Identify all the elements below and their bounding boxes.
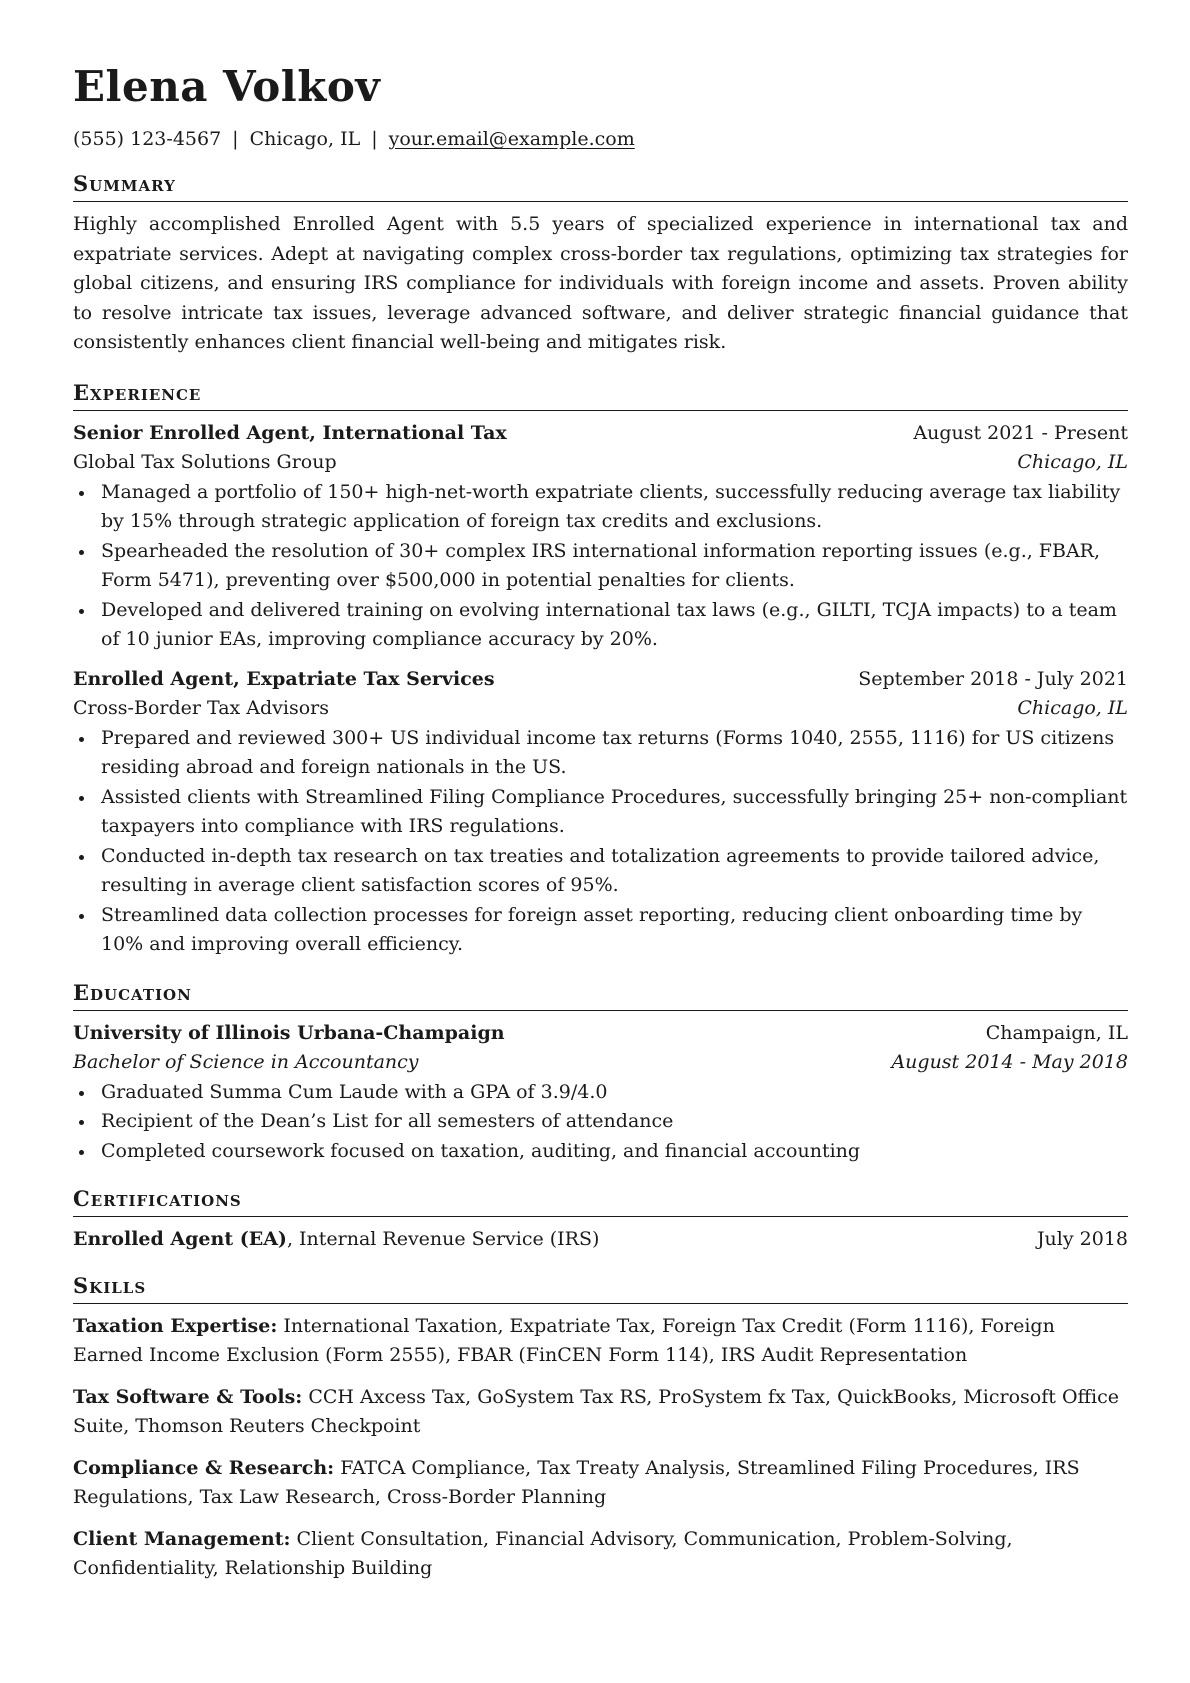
job-company: Global Tax Solutions Group bbox=[73, 451, 337, 473]
certification-entry bbox=[73, 1225, 1128, 1255]
job-bullet: Conducted in-depth tax research on tax treaties and totalization agreements to provide tailored advice, resulting in average client satisfaction scores of 95%. bbox=[73, 842, 1128, 901]
job-dates: August 2021 - Present bbox=[913, 421, 1128, 444]
skill-group-label: Client Management: bbox=[73, 1527, 291, 1550]
education-bullet: Graduated Summa Cum Laude with a GPA of 3.9/4.0 bbox=[73, 1078, 1128, 1108]
job-bullet: Assisted clients with Streamlined Filing Compliance Procedures, successfully bringing 25+ non-compliant taxpayers into compliance with IRS regulations. bbox=[73, 783, 1128, 842]
contact-line bbox=[73, 130, 1128, 149]
contact-email-link[interactable]: your.email@example.com bbox=[388, 128, 635, 150]
skill-group bbox=[73, 1454, 1128, 1513]
certification-name: Enrolled Agent (EA) bbox=[73, 1228, 287, 1250]
skill-group bbox=[73, 1312, 1128, 1371]
education-bullet: Completed coursework focused on taxation, auditing, and financial accounting bbox=[73, 1137, 1128, 1167]
job-subheader bbox=[73, 694, 1128, 724]
candidate-name: Elena Volkov bbox=[73, 62, 381, 111]
job-bullet: Managed a portfolio of 150+ high-net-worth expatriate clients, successfully reducing average tax liability by 15% through strategic application of foreign tax credits and exclusions. bbox=[73, 478, 1128, 537]
summary-text: Highly accomplished Enrolled Agent with 5.5 years of specialized experience in international tax and expatriate services. Adept at navigating complex cross-border tax regulations, optimizing tax strategies for global citizens, and ensuring IRS compliance for individuals with foreign income and assets. Proven ability to resolve intricate tax issues, leverage advanced software, and deliver strategic financial guidance that consistently enhances client financial well-being and mitigates risk. bbox=[73, 213, 1128, 353]
skill-group-items: FATCA Compliance, Tax Treaty Analysis, Streamlined Filing Procedures, IRS Regulations, Tax Law Research, Cross-Border Planning bbox=[73, 1456, 1080, 1508]
experience-heading: Experience bbox=[73, 382, 1128, 411]
skill-group-items: CCH Axcess Tax, GoSystem Tax RS, ProSystem fx Tax, QuickBooks, Microsoft Office Suite, Thomson Reuters Checkpoint bbox=[73, 1385, 1119, 1437]
education-bullet: Recipient of the Dean’s List for all semesters of attendance bbox=[73, 1107, 1128, 1137]
job-role: Enrolled Agent, Expatriate Tax Services bbox=[73, 667, 495, 690]
skill-group-label: Taxation Expertise: bbox=[73, 1314, 278, 1337]
job-location: Chicago, IL bbox=[1017, 451, 1128, 473]
education-header bbox=[73, 1019, 1128, 1049]
skill-group-items: International Taxation, Expatriate Tax, Foreign Tax Credit (Form 1116), Foreign Earned Income Exclusion (Form 2555), FBAR (FinCEN Form 114), IRS Audit Representation bbox=[73, 1314, 1055, 1366]
education-degree: Bachelor of Science in Accountancy bbox=[73, 1051, 419, 1073]
summary-heading: Summary bbox=[73, 173, 1128, 202]
job-company: Cross-Border Tax Advisors bbox=[73, 697, 329, 719]
contact-separator: | bbox=[371, 128, 378, 150]
job-entry bbox=[73, 419, 1128, 655]
job-subheader bbox=[73, 448, 1128, 478]
certification-text bbox=[73, 1225, 599, 1255]
certification-issuer: , Internal Revenue Service (IRS) bbox=[286, 1228, 600, 1250]
education-location: Champaign, IL bbox=[985, 1021, 1128, 1044]
skill-group-items: Client Consultation, Financial Advisory, Communication, Problem-Solving, Confidentiality, Relationship Building bbox=[73, 1527, 1013, 1579]
job-bullet: Spearheaded the resolution of 30+ complex IRS international information reporting issues (e.g., FBAR, Form 5471), preventing over $500,000 in potential penalties for clients. bbox=[73, 537, 1128, 596]
education-dates: August 2014 - May 2018 bbox=[891, 1051, 1128, 1073]
certifications-heading: Certifications bbox=[73, 1188, 1128, 1217]
skill-group-label: Tax Software & Tools: bbox=[73, 1385, 303, 1408]
education-entry bbox=[73, 1019, 1128, 1167]
skill-group bbox=[73, 1525, 1128, 1584]
skill-group-label: Compliance & Research: bbox=[73, 1456, 335, 1479]
education-school: University of Illinois Urbana-Champaign bbox=[73, 1021, 505, 1044]
education-subheader bbox=[73, 1048, 1128, 1078]
education-heading: Education bbox=[73, 982, 1128, 1011]
contact-location: Chicago, IL bbox=[249, 128, 361, 150]
job-dates: September 2018 - July 2021 bbox=[858, 667, 1128, 690]
contact-separator: | bbox=[232, 128, 239, 150]
certification-date: July 2018 bbox=[1036, 1228, 1128, 1250]
job-location: Chicago, IL bbox=[1017, 697, 1128, 719]
skill-group bbox=[73, 1383, 1128, 1442]
job-bullets bbox=[73, 478, 1128, 655]
job-header bbox=[73, 665, 1128, 695]
job-header bbox=[73, 419, 1128, 449]
job-entry bbox=[73, 665, 1128, 960]
job-bullets bbox=[73, 724, 1128, 960]
resume-page bbox=[73, 56, 1128, 1596]
job-bullet: Prepared and reviewed 300+ US individual income tax returns (Forms 1040, 2555, 1116) for US citizens residing abroad and foreign nationals in the US. bbox=[73, 724, 1128, 783]
skills-list bbox=[73, 1312, 1128, 1584]
job-role: Senior Enrolled Agent, International Tax bbox=[73, 421, 507, 444]
contact-phone: (555) 123-4567 bbox=[73, 128, 222, 150]
job-bullet: Developed and delivered training on evolving international tax laws (e.g., GILTI, TCJA impacts) to a team of 10 junior EAs, improving compliance accuracy by 20%. bbox=[73, 596, 1128, 655]
education-bullets bbox=[73, 1078, 1128, 1167]
job-bullet: Streamlined data collection processes for foreign asset reporting, reducing client onboarding time by 10% and improving overall efficiency. bbox=[73, 901, 1128, 960]
skills-heading: Skills bbox=[73, 1275, 1128, 1304]
